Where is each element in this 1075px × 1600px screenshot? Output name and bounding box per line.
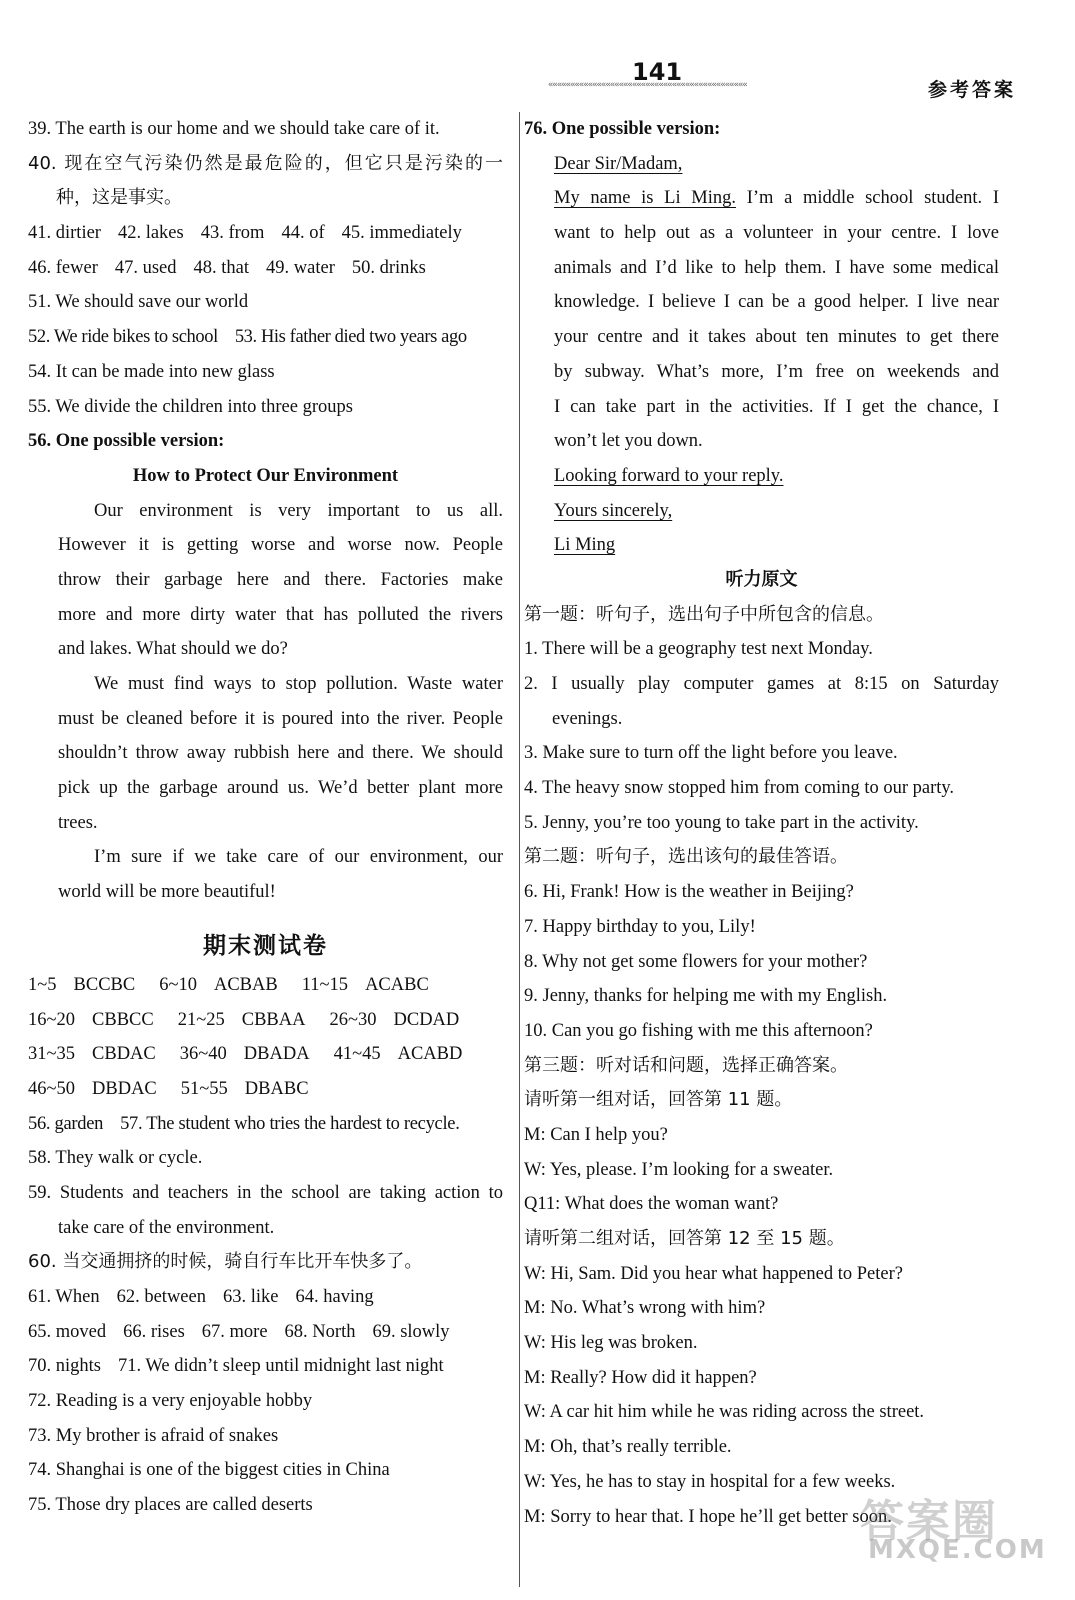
essay-line: throw their garbage here and there. Factories make [58, 569, 503, 590]
essay-line: However it is getting worse and worse now. People [58, 535, 503, 556]
mc-row: 31~35 CBDAC 36~40 DBADA 41~45 ACABD [28, 1044, 463, 1065]
final-exam-title: 期末测试卷 [203, 932, 328, 959]
mc-row: 1~5 BCCBC 6~10 ACBAB 11~15 ACABC [28, 974, 429, 995]
question-11: Q11: What does the woman want? [524, 1194, 779, 1215]
letter-line: animals and I’d like to help them. I have some medical [554, 257, 999, 278]
dialogue-line: M: Can I help you? [524, 1124, 668, 1145]
page-header-title: 参考答案 [928, 79, 1017, 101]
part2-instruction: 第二题：听句子，选出该句的最佳答语。 [524, 846, 848, 868]
header-decoration: ««««««««««««««««««««««««««««««««««««««««««««« [548, 80, 747, 90]
sentence-5: 5. Jenny, you’re too young to take part in the activity. [524, 812, 919, 833]
dialogue-line: M: Oh, that’s really terrible. [524, 1437, 732, 1458]
sentence-6: 6. Hi, Frank! How is the weather in Beijing? [524, 882, 854, 903]
answer-74: 74. Shanghai is one of the biggest cities in China [28, 1460, 390, 1481]
answer-76-heading: 76. One possible version: [524, 119, 721, 139]
answer-56-heading: 56. One possible version: [28, 431, 225, 452]
answer-40: 40. 现在空气污染仍然是最危险的，但它只是污染的一 [28, 152, 503, 174]
answer-73: 73. My brother is afraid of snakes [28, 1425, 279, 1446]
answers-46-50: 46. fewer 47. used 48. that 49. water 50. drinks [28, 257, 426, 278]
watermark-logo: 答案圈 [860, 1496, 998, 1547]
essay-line: Our environment is very important to us all. [94, 500, 503, 521]
dialogue-line: W: His leg was broken. [524, 1333, 698, 1354]
answer-75: 75. Those dry places are called deserts [28, 1495, 313, 1516]
part3-instruction: 第三题：听对话和问题，选择正确答案。 [524, 1054, 848, 1076]
dialogue-line: W: Yes, he has to stay in hospital for a few weeks. [524, 1471, 896, 1492]
sentence-9: 9. Jenny, thanks for helping me with my English. [524, 986, 888, 1007]
letter-closing: Looking forward to your reply. [554, 465, 784, 486]
answers-70-71: 70. nights 71. We didn’t sleep until midnight last night [28, 1356, 444, 1377]
page-number: 141 [632, 58, 683, 86]
essay-line: shouldn’t throw away rubbish here and there. We should [58, 743, 503, 764]
essay-line: must be cleaned before it is poured into the river. People [58, 708, 503, 729]
watermark-url: MXQE.COM [868, 1535, 1047, 1565]
sentence-8: 8. Why not get some flowers for your mother? [524, 951, 868, 972]
letter-line: your centre and it takes about ten minutes to get there [554, 327, 999, 348]
sentence-1: 1. There will be a geography test next Monday. [524, 639, 873, 660]
letter-line: I can take part in the activities. If I get the chance, I [554, 396, 999, 417]
right-column [524, 112, 999, 1534]
answers-52-53: 52. We ride bikes to school 53. His father died two years ago [28, 327, 467, 348]
letter-line: My name is Li Ming. I’m a middle school student. I [554, 188, 999, 209]
left-column [28, 112, 503, 1523]
answers-65-69: 65. moved 66. rises 67. more 68. North 69. slowly [28, 1321, 450, 1342]
answer-58: 58. They walk or cycle. [28, 1148, 203, 1169]
letter-signoff: Yours sincerely, [554, 500, 673, 521]
letter-line: by subway. What’s more, I’m free on weekends and [554, 361, 999, 382]
essay-line: I’m sure if we take care of our environment, our [94, 847, 503, 868]
column-divider [519, 112, 520, 1587]
answer-60: 60. 当交通拥挤的时候，骑自行车比开车快多了。 [28, 1251, 423, 1273]
sentence-4: 4. The heavy snow stopped him from coming to our party. [524, 778, 955, 799]
essay-title: How to Protect Our Environment [132, 465, 399, 486]
answer-72: 72. Reading is a very enjoyable hobby [28, 1391, 313, 1412]
dialogue-line: M: Sorry to hear that. I hope he’ll get better soon. [524, 1506, 892, 1527]
dialogue-line: W: A car hit him while he was riding across the street. [524, 1402, 925, 1423]
essay-line: more and more dirty water that has polluted the rivers [58, 604, 503, 625]
essay-line: pick up the garbage around us. We’d better plant more [58, 778, 503, 799]
answer-59-cont: take care of the environment. [58, 1217, 275, 1238]
group1-instruction: 请听第一组对话，回答第 11 题。 [524, 1089, 793, 1111]
answers-41-45: 41. dirtier 42. lakes 43. from 44. of 45. immediately [28, 223, 462, 244]
answer-51: 51. We should save our world [28, 292, 249, 313]
sentence-2: 2. I usually play computer games at 8:15 on Saturday [524, 674, 999, 694]
answers-56-57: 56. garden 57. The student who tries the hardest to recycle. [28, 1113, 460, 1134]
letter-line: want to help out as a volunteer in your centre. I love [554, 223, 999, 244]
essay-line: trees. [58, 812, 98, 833]
answer-55: 55. We divide the children into three groups [28, 396, 353, 417]
part1-instruction: 第一题：听句子，选出句子中所包含的信息。 [524, 603, 884, 625]
letter-line: knowledge. I believe I can be a good helper. I live near [554, 292, 999, 313]
sentence-10: 10. Can you go fishing with me this afternoon? [524, 1020, 873, 1041]
group2-instruction: 请听第二组对话，回答第 12 至 15 题。 [524, 1228, 845, 1249]
answers-61-64: 61. When 62. between 63. like 64. having [28, 1287, 374, 1307]
letter-line: won’t let you down. [554, 431, 703, 452]
dialogue-line: M: Really? How did it happen? [524, 1367, 757, 1388]
answer-39: 39. The earth is our home and we should take care of it. [28, 119, 440, 139]
sentence-2-cont: evenings. [552, 708, 623, 729]
answer-59: 59. Students and teachers in the school are taking action to [28, 1182, 503, 1203]
mc-row: 16~20 CBBCC 21~25 CBBAA 26~30 DCDAD [28, 1009, 460, 1030]
letter-signature: Li Ming [554, 535, 616, 556]
essay-line: world will be more beautiful! [58, 882, 276, 903]
listening-title: 听力原文 [725, 568, 798, 590]
dialogue-line: W: Hi, Sam. Did you hear what happened to Peter? [524, 1263, 903, 1284]
mc-row: 46~50 DBDAC 51~55 DBABC [28, 1078, 309, 1099]
dialogue-line: W: Yes, please. I’m looking for a sweater. [524, 1159, 834, 1180]
sentence-3: 3. Make sure to turn off the light before you leave. [524, 743, 898, 764]
letter-greeting: Dear Sir/Madam, [554, 153, 683, 174]
answer-40-cont: 种，这是事实。 [56, 187, 182, 209]
essay-line: and lakes. What should we do? [58, 639, 288, 660]
sentence-7: 7. Happy birthday to you, Lily! [524, 916, 756, 937]
dialogue-line: M: No. What’s wrong with him? [524, 1298, 766, 1319]
essay-line: We must find ways to stop pollution. Waste water [94, 674, 503, 694]
answer-54: 54. It can be made into new glass [28, 361, 275, 382]
